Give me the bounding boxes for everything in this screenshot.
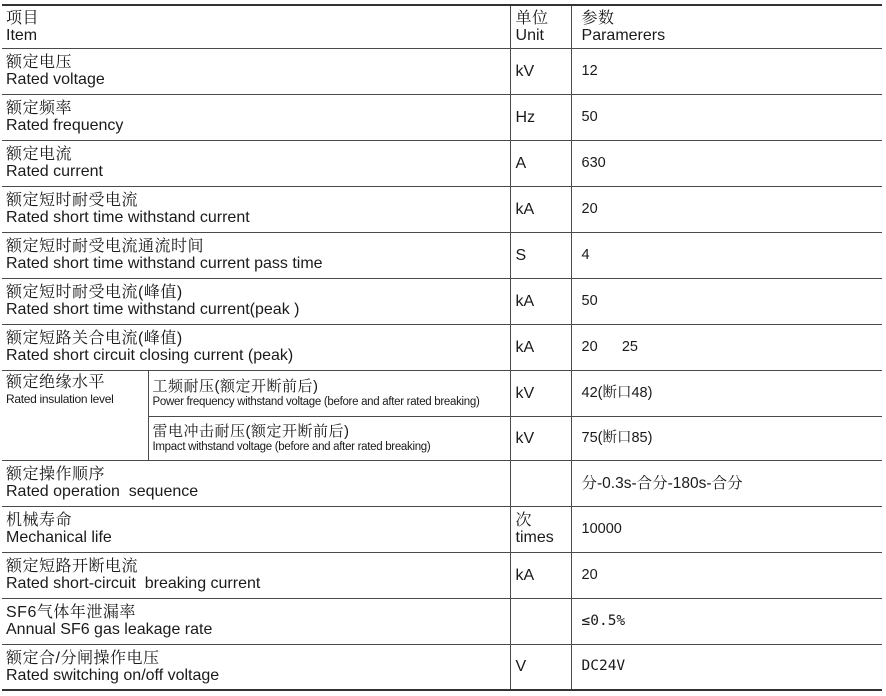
header-parameters: 参数 Paramerers [571, 5, 882, 48]
value-cell: 20 [571, 186, 882, 232]
value-cell: ≤0.5% [571, 598, 882, 644]
table-row [2, 644, 882, 690]
value-cell: 20 [571, 552, 882, 598]
table-row [2, 48, 882, 94]
item-cell: 额定电压 Rated voltage [2, 48, 510, 94]
value-cell: 4 [571, 232, 882, 278]
table-row [2, 232, 882, 278]
table-row [2, 94, 882, 140]
value-cell: 75(断口85) [571, 416, 882, 460]
item-cell: 额定短时耐受电流通流时间 Rated short time withstand current pass time [2, 232, 510, 278]
value-cell: 630 [571, 140, 882, 186]
table-row [2, 278, 882, 324]
table-row [2, 598, 882, 644]
unit-cell: kV [510, 48, 571, 94]
table-row [2, 324, 882, 370]
item-cell: 额定电流 Rated current [2, 140, 510, 186]
unit-cell: 次 times [510, 506, 571, 552]
table-header [2, 5, 882, 48]
item-cell: 机械寿命 Mechanical life [2, 506, 510, 552]
table-row [2, 552, 882, 598]
unit-cell: kA [510, 186, 571, 232]
value-cell: 分-0.3s-合分-180s-合分 [571, 460, 882, 506]
insulation-sub-item: 工频耐压(额定开断前后) Power frequency withstand voltage (before and after rated breaking) [148, 370, 510, 416]
table-row [2, 506, 882, 552]
unit-cell: kA [510, 552, 571, 598]
unit-cell: Hz [510, 94, 571, 140]
unit-cell [510, 598, 571, 644]
item-cell: 额定短时耐受电流(峰值) Rated short time withstand current(peak ) [2, 278, 510, 324]
item-cell: 额定短路关合电流(峰值) Rated short circuit closing current (peak) [2, 324, 510, 370]
unit-cell: A [510, 140, 571, 186]
table-row [2, 186, 882, 232]
unit-cell: kA [510, 278, 571, 324]
item-cell: 额定合/分闸操作电压 Rated switching on/off voltage [2, 644, 510, 690]
header-item: 项目 Item [2, 5, 510, 48]
unit-cell: kA [510, 324, 571, 370]
value-cell: 20 25 [571, 324, 882, 370]
spec-table [2, 4, 882, 691]
unit-cell: kV [510, 416, 571, 460]
table-row [2, 460, 882, 506]
value-cell: DC24V [571, 644, 882, 690]
unit-cell: V [510, 644, 571, 690]
item-cell: 额定操作顺序 Rated operation sequence [2, 460, 510, 506]
value-cell: 10000 [571, 506, 882, 552]
insulation-sub-item: 雷电冲击耐压(额定开断前后) Impact withstand voltage (before and after rated breaking) [148, 416, 510, 460]
unit-cell [510, 460, 571, 506]
value-cell: 50 [571, 278, 882, 324]
unit-cell: kV [510, 370, 571, 416]
item-cell: 额定频率 Rated frequency [2, 94, 510, 140]
header-unit: 单位 Unit [510, 5, 571, 48]
value-cell: 42(断口48) [571, 370, 882, 416]
item-cell: 额定短时耐受电流 Rated short time withstand current [2, 186, 510, 232]
item-cell: 额定短路开断电流 Rated short-circuit breaking current [2, 552, 510, 598]
table-row [2, 140, 882, 186]
item-cell: SF6气体年泄漏率 Annual SF6 gas leakage rate [2, 598, 510, 644]
table-row-insulation [2, 370, 882, 416]
value-cell: 50 [571, 94, 882, 140]
unit-cell: S [510, 232, 571, 278]
insulation-item-cell: 额定绝缘水平 Rated insulation level [2, 370, 148, 460]
value-cell: 12 [571, 48, 882, 94]
